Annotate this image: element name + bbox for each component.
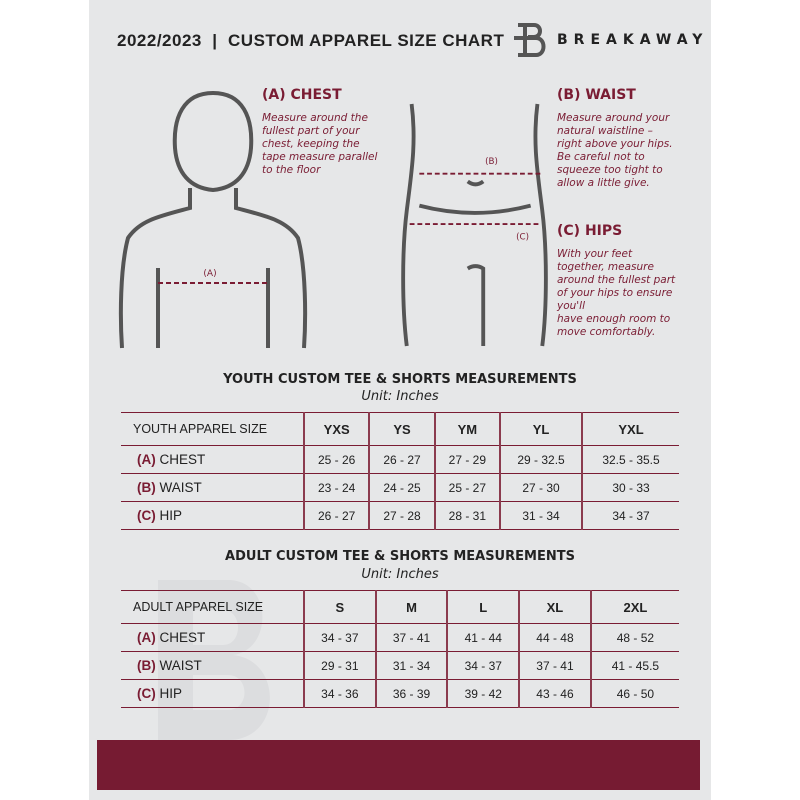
table-cell: 29 - 32.5 (500, 446, 582, 474)
row-label-text: HIP (159, 508, 183, 523)
table-cell: 31 - 34 (500, 502, 582, 530)
waist-description: Measure around your natural waistline – right above your hips. Be careful not to squeeze too tight to allow a little give. (557, 112, 673, 189)
table-row (121, 446, 679, 474)
row-label-text: CHEST (159, 630, 206, 645)
table-header-row (121, 413, 679, 446)
row-label (121, 624, 304, 652)
table-cell: 26 - 27 (369, 446, 434, 474)
header-cell: YM (435, 413, 500, 446)
chest-heading: (A) CHEST (262, 87, 342, 103)
youth-table-title: YOUTH CUSTOM TEE & SHORTS MEASUREMENTS (223, 372, 577, 387)
table-cell: 46 - 50 (591, 680, 679, 708)
table-header-row (121, 591, 679, 624)
chest-description: Measure around the fullest part of your chest, keeping the tape measure parallel to the floor (262, 112, 378, 176)
row-label-text: HIP (159, 686, 183, 701)
row-label (121, 446, 304, 474)
chest-marker: (A) (203, 269, 217, 279)
waist-heading: (B) WAIST (557, 87, 636, 103)
table-cell: 41 - 44 (447, 624, 519, 652)
table-cell: 32.5 - 35.5 (582, 446, 679, 474)
table-cell: 44 - 48 (519, 624, 591, 652)
hip-marker: (C) (516, 232, 529, 243)
table-row (121, 502, 679, 530)
table-cell: 39 - 42 (447, 680, 519, 708)
header-cell: L (447, 591, 519, 624)
footer-band (97, 740, 700, 790)
table-cell: 37 - 41 (376, 624, 448, 652)
row-tag: (C) (137, 686, 156, 701)
row-tag: (B) (137, 480, 156, 495)
table-cell: 43 - 46 (519, 680, 591, 708)
table-cell: 23 - 24 (304, 474, 369, 502)
adult-size-table (121, 590, 679, 708)
header-cell: ADULT APPAREL SIZE (121, 591, 304, 624)
table-cell: 31 - 34 (376, 652, 448, 680)
lower-body-figure (400, 95, 550, 355)
table-cell: 25 - 26 (304, 446, 369, 474)
row-label-text: WAIST (159, 658, 202, 673)
row-tag: (B) (137, 658, 156, 673)
header-cell: YOUTH APPAREL SIZE (121, 413, 304, 446)
waist-marker: (B) (485, 157, 498, 168)
row-label (121, 652, 304, 680)
header-cell: YXL (582, 413, 679, 446)
table-cell: 26 - 27 (304, 502, 369, 530)
adult-table-unit: Unit: Inches (361, 567, 439, 582)
table-cell: 29 - 31 (304, 652, 376, 680)
brand-name: BREAKAWAY (557, 32, 709, 48)
header-cell: XL (519, 591, 591, 624)
header-cell: YXS (304, 413, 369, 446)
row-label (121, 680, 304, 708)
row-label (121, 474, 304, 502)
table-cell: 34 - 37 (304, 624, 376, 652)
table-cell: 37 - 41 (519, 652, 591, 680)
table-cell: 34 - 37 (447, 652, 519, 680)
header-cell: 2XL (591, 591, 679, 624)
header-cell: M (376, 591, 448, 624)
hips-heading: (C) HIPS (557, 223, 623, 239)
header-cell: YS (369, 413, 434, 446)
table-cell: 28 - 31 (435, 502, 500, 530)
breakaway-logo-icon (512, 22, 546, 58)
table-cell: 30 - 33 (582, 474, 679, 502)
row-tag: (A) (137, 630, 156, 645)
table-row (121, 474, 679, 502)
header-cell: YL (500, 413, 582, 446)
table-cell: 24 - 25 (369, 474, 434, 502)
table-cell: 41 - 45.5 (591, 652, 679, 680)
table-cell: 36 - 39 (376, 680, 448, 708)
row-tag: (A) (137, 452, 156, 467)
hips-description: With your feet together, measure around the fullest part of your hips to ensure you'll have enough room to move comfortably. (557, 248, 676, 338)
header-cell: S (304, 591, 376, 624)
row-label-text: WAIST (159, 480, 202, 495)
table-cell: 27 - 29 (435, 446, 500, 474)
table-cell: 27 - 30 (500, 474, 582, 502)
row-tag: (C) (137, 508, 156, 523)
youth-table-unit: Unit: Inches (361, 389, 439, 404)
row-label (121, 502, 304, 530)
table-cell: 27 - 28 (369, 502, 434, 530)
table-cell: 34 - 37 (582, 502, 679, 530)
table-row (121, 624, 679, 652)
page-title: 2022/2023 | CUSTOM APPAREL SIZE CHART (117, 31, 505, 50)
table-cell: 48 - 52 (591, 624, 679, 652)
table-row (121, 652, 679, 680)
table-row (121, 680, 679, 708)
row-label-text: CHEST (159, 452, 206, 467)
youth-size-table (121, 412, 679, 530)
adult-table-title: ADULT CUSTOM TEE & SHORTS MEASUREMENTS (225, 549, 575, 564)
table-cell: 25 - 27 (435, 474, 500, 502)
table-cell: 34 - 36 (304, 680, 376, 708)
